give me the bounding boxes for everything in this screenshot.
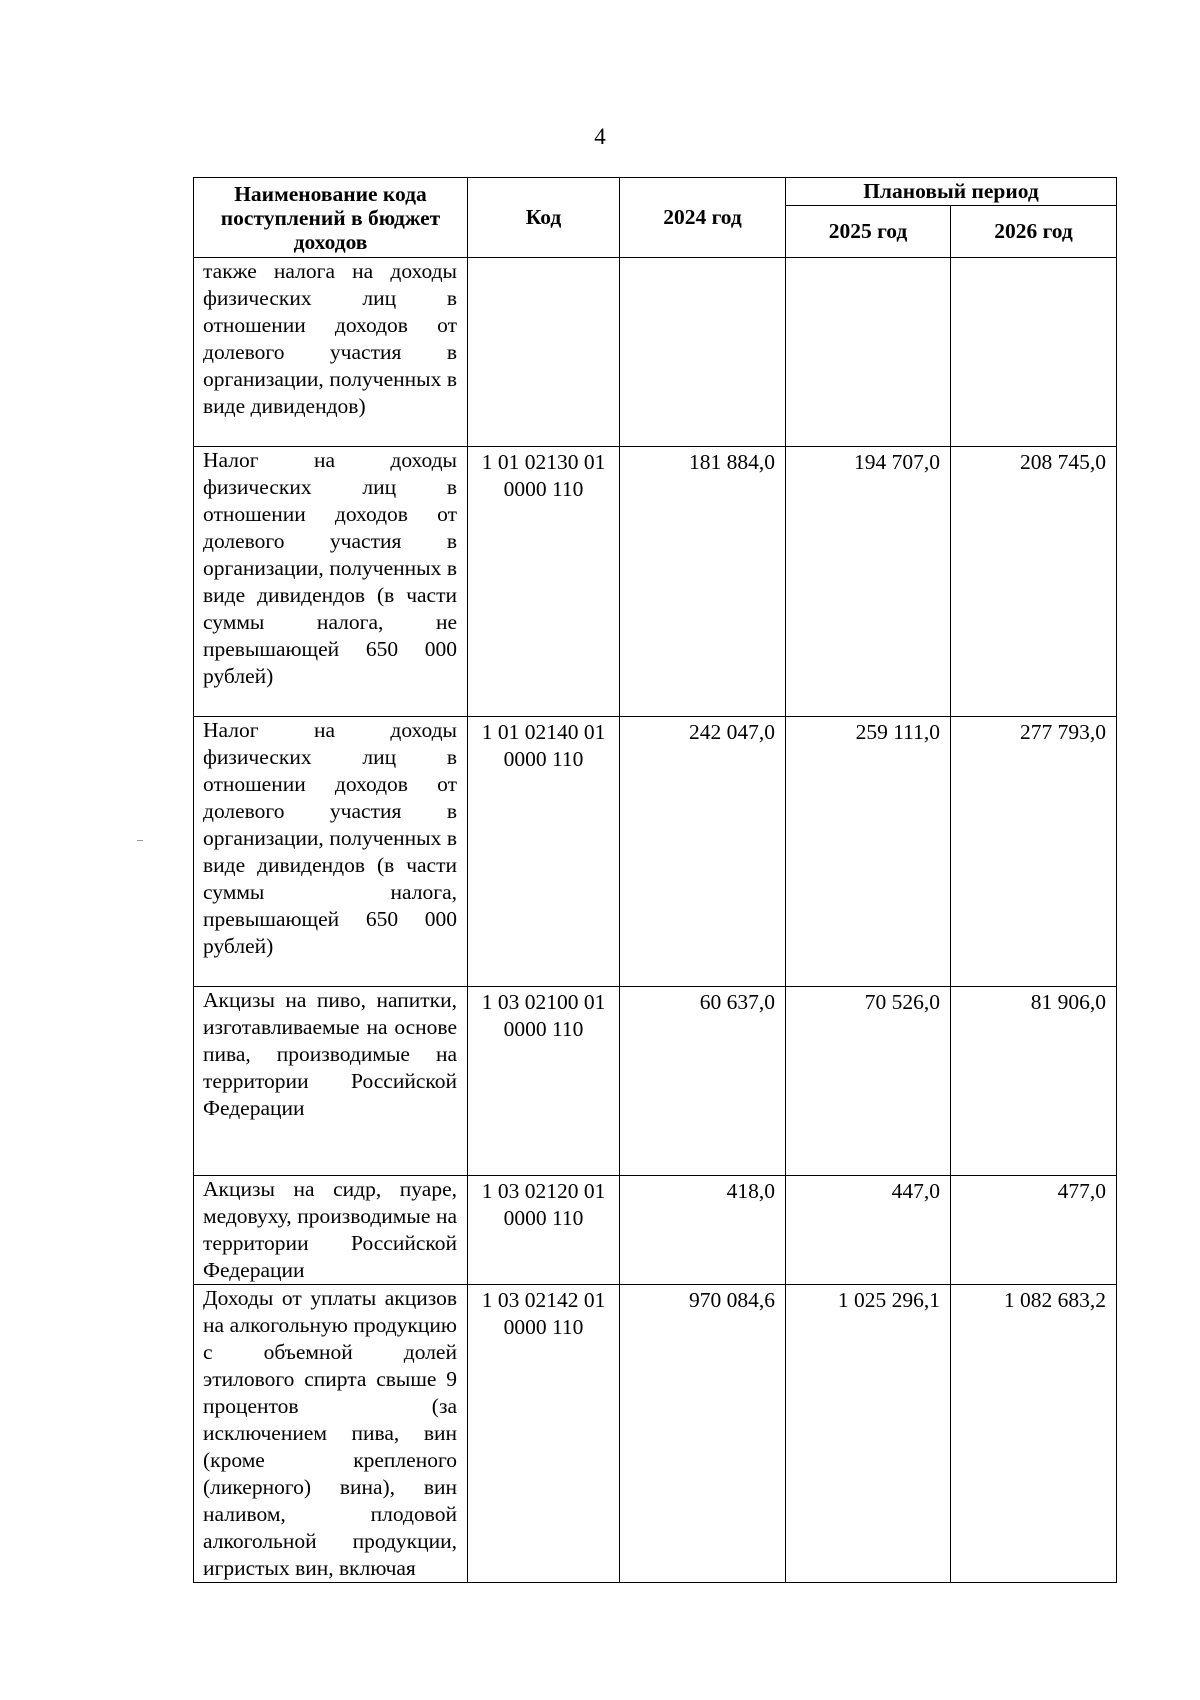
row-value-2024: 242 047,0 bbox=[620, 717, 786, 987]
table-row bbox=[194, 717, 1117, 987]
row-name-cell: Налог на доходы физических лиц в отношении доходов от долевого участия в организации, полученных в виде дивидендов (в части суммы налога, не превышающей 650 000 рублей) bbox=[194, 447, 468, 717]
row-code-cell bbox=[468, 258, 620, 447]
row-code-cell: 1 03 02120 01 0000 110 bbox=[468, 1176, 620, 1285]
row-value-2025: 70 526,0 bbox=[786, 987, 951, 1176]
row-value-2025 bbox=[786, 258, 951, 447]
row-value-2025: 194 707,0 bbox=[786, 447, 951, 717]
row-value-2026: 81 906,0 bbox=[951, 987, 1117, 1176]
scan-mark bbox=[137, 840, 143, 841]
revenue-table bbox=[193, 177, 1117, 1583]
row-value-2025: 447,0 bbox=[786, 1176, 951, 1285]
row-value-2024: 418,0 bbox=[620, 1176, 786, 1285]
table-body bbox=[194, 258, 1117, 1583]
row-value-2026: 208 745,0 bbox=[951, 447, 1117, 717]
table-row bbox=[194, 1176, 1117, 1285]
row-value-2026 bbox=[951, 258, 1117, 447]
row-value-2024: 181 884,0 bbox=[620, 447, 786, 717]
header-2024: 2024 год bbox=[620, 178, 786, 258]
table-row bbox=[194, 987, 1117, 1176]
row-code-cell: 1 03 02100 01 0000 110 bbox=[468, 987, 620, 1176]
row-value-2026: 1 082 683,2 bbox=[951, 1285, 1117, 1583]
row-name-cell: Акцизы на пиво, напитки, изготавливаемые на основе пива, производимые на территории Российской Федерации bbox=[194, 987, 468, 1176]
row-name-cell: Доходы от уплаты акцизов на алкогольную продукцию с объемной долей этилового спирта свыше 9 процентов (за исключением пива, вин (кроме крепленого (ликерного) вина), вин наливом, плодовой алкогольной продукции, игристых вин, включая bbox=[194, 1285, 468, 1583]
header-planned-period: Плановый период bbox=[786, 178, 1117, 206]
row-code-cell: 1 03 02142 01 0000 110 bbox=[468, 1285, 620, 1583]
header-2026: 2026 год bbox=[951, 206, 1117, 258]
table-row bbox=[194, 447, 1117, 717]
row-value-2026: 277 793,0 bbox=[951, 717, 1117, 987]
row-name-cell: также налога на доходы физических лиц в отношении доходов от долевого участия в организации, полученных в виде дивидендов) bbox=[194, 258, 468, 447]
header-name: Наименование кода поступлений в бюджет доходов bbox=[194, 178, 468, 258]
row-value-2024: 970 084,6 bbox=[620, 1285, 786, 1583]
row-value-2025: 1 025 296,1 bbox=[786, 1285, 951, 1583]
row-code-cell: 1 01 02130 01 0000 110 bbox=[468, 447, 620, 717]
table-row bbox=[194, 258, 1117, 447]
header-code: Код bbox=[468, 178, 620, 258]
row-value-2025: 259 111,0 bbox=[786, 717, 951, 987]
header-2025: 2025 год bbox=[786, 206, 951, 258]
row-value-2024 bbox=[620, 258, 786, 447]
page-number: 4 bbox=[594, 124, 606, 149]
row-name-cell: Налог на доходы физических лиц в отношении доходов от долевого участия в организации, полученных в виде дивидендов (в части суммы налога, превышающей 650 000 рублей) bbox=[194, 717, 468, 987]
row-value-2026: 477,0 bbox=[951, 1176, 1117, 1285]
row-code-cell: 1 01 02140 01 0000 110 bbox=[468, 717, 620, 987]
table-row bbox=[194, 1285, 1117, 1583]
row-value-2024: 60 637,0 bbox=[620, 987, 786, 1176]
row-name-cell: Акцизы на сидр, пуаре, медовуху, производимые на территории Российской Федерации bbox=[194, 1176, 468, 1285]
